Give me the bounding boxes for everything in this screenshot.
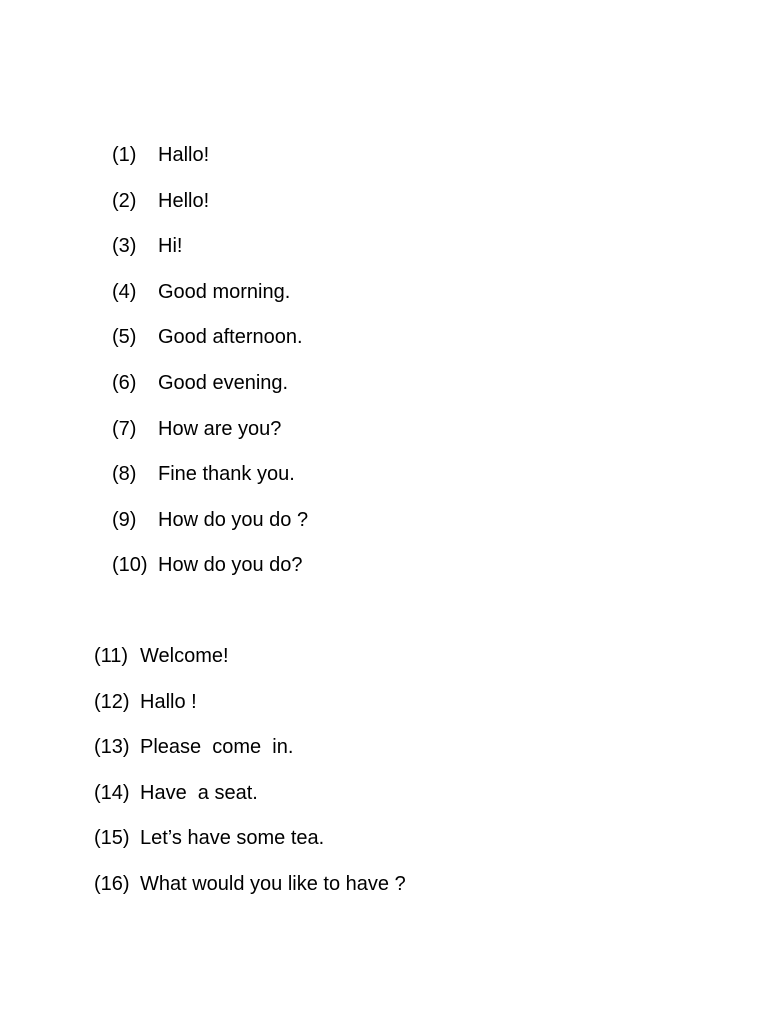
- list-item: [94, 734, 406, 780]
- list-item: [112, 188, 308, 234]
- item-text: How are you?: [158, 417, 282, 440]
- item-text: Have a seat.: [140, 781, 258, 804]
- item-text: Good morning.: [158, 280, 291, 303]
- item-text: Hello!: [158, 189, 210, 212]
- list-item: [94, 643, 406, 689]
- list-item: [112, 461, 308, 507]
- list-item: [112, 507, 308, 553]
- list-item: [112, 416, 308, 462]
- item-number: (10): [112, 554, 148, 577]
- item-number: (4): [112, 280, 137, 303]
- item-text: Hi!: [158, 235, 183, 258]
- list-item: [112, 324, 308, 370]
- item-text: Good evening.: [158, 371, 289, 394]
- list-item: [112, 279, 308, 325]
- item-number: (9): [112, 508, 137, 531]
- item-text: Hallo !: [140, 690, 197, 713]
- item-text: Good afternoon.: [158, 326, 303, 349]
- phrase-list-greetings: [112, 142, 308, 598]
- list-item: [94, 780, 406, 826]
- list-item: [112, 233, 308, 279]
- item-text: Please come in.: [140, 736, 294, 759]
- item-number: (15): [94, 827, 130, 850]
- item-text: How do you do?: [158, 554, 303, 577]
- item-number: (16): [94, 872, 130, 895]
- item-number: (2): [112, 189, 137, 212]
- item-text: Let’s have some tea.: [140, 827, 325, 850]
- item-number: (14): [94, 781, 130, 804]
- item-number: (11): [94, 645, 129, 667]
- item-text: Welcome!: [140, 645, 229, 667]
- item-text: Fine thank you.: [158, 463, 295, 486]
- item-text: How do you do ?: [158, 508, 309, 531]
- item-text: Hallo!: [158, 144, 210, 166]
- list-item: [94, 825, 406, 871]
- item-number: (12): [94, 690, 130, 713]
- item-number: (13): [94, 736, 130, 759]
- list-item: [112, 552, 308, 598]
- list-item: [94, 871, 406, 917]
- list-item: [112, 370, 308, 416]
- item-text: What would you like to have ?: [140, 872, 406, 895]
- phrase-list-hosting: [94, 643, 406, 917]
- item-number: (8): [112, 463, 137, 486]
- item-number: (3): [112, 235, 137, 258]
- item-number: (6): [112, 371, 137, 394]
- list-item: [94, 689, 406, 735]
- list-item: [112, 142, 308, 188]
- item-number: (1): [112, 144, 137, 166]
- item-number: (7): [112, 417, 137, 440]
- item-number: (5): [112, 326, 137, 349]
